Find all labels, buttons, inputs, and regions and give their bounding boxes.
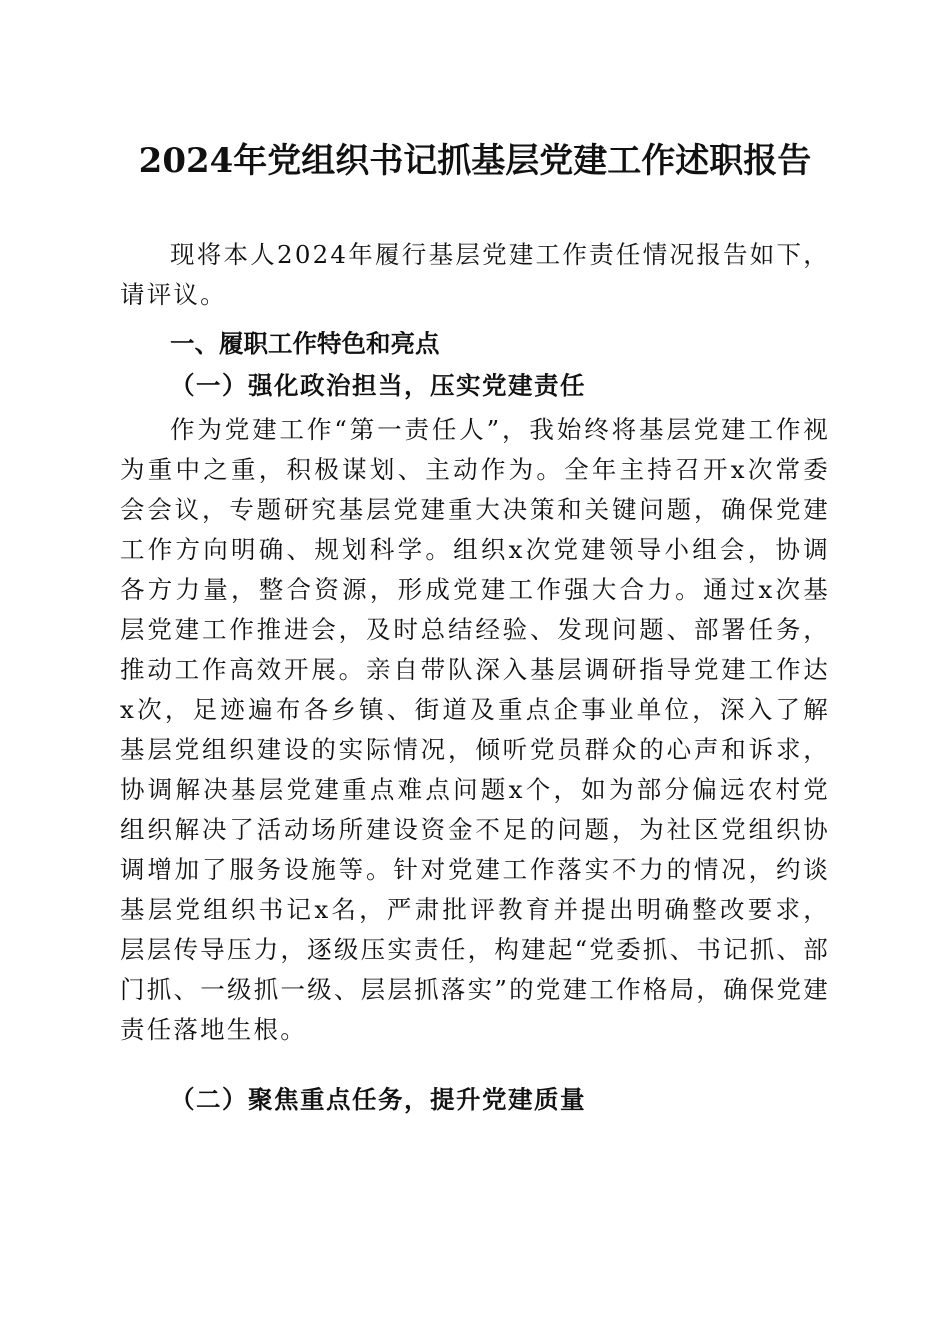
subsection-1-paragraph: 作为党建工作“第一责任人”，我始终将基层党建工作视为重中之重，积极谋划、主动作为。全年主持召开x次常委会会议，专题研究基层党建重大决策和关键问题，确保党建工作方向明确、规划科学。组织x次党建领导小组会，协调各方力量，整合资源，形成党建工作强大合力。通过x次基层党建工作推进会，及时总结经验、发现问题、部署任务，推动工作高效开展。亲自带队深入基层调研指导党建工作达x次，足迹遍布各乡镇、街道及重点企事业单位，深入了解基层党组织建设的实际情况，倾听党员群众的心声和诉求，协调解决基层党建重点难点问题x个，如为部分偏远农村党组织解决了活动场所建设资金不足的问题，为社区党组织协调增加了服务设施等。针对党建工作落实不力的情况，约谈基层党组织书记x名，严肃批评教育并提出明确整改要求，层层传导压力，逐级压实责任，构建起“党委抓、书记抓、部门抓、一级抓一级、层层抓落实”的党建工作格局，确保党建责任落地生根。 — [120, 415, 830, 1044]
section-heading-1: 一、履职工作特色和亮点 — [170, 329, 440, 358]
document-title: 2024年党组织书记抓基层党建工作述职报告 — [138, 141, 812, 181]
subsection-heading-2: （二）聚焦重点任务，提升党建质量 — [170, 1085, 586, 1114]
subsection-heading-1: （一）强化政治担当，压实党建责任 — [170, 371, 586, 400]
intro-paragraph: 现将本人2024年履行基层党建工作责任情况报告如下，请评议。 — [120, 240, 830, 309]
